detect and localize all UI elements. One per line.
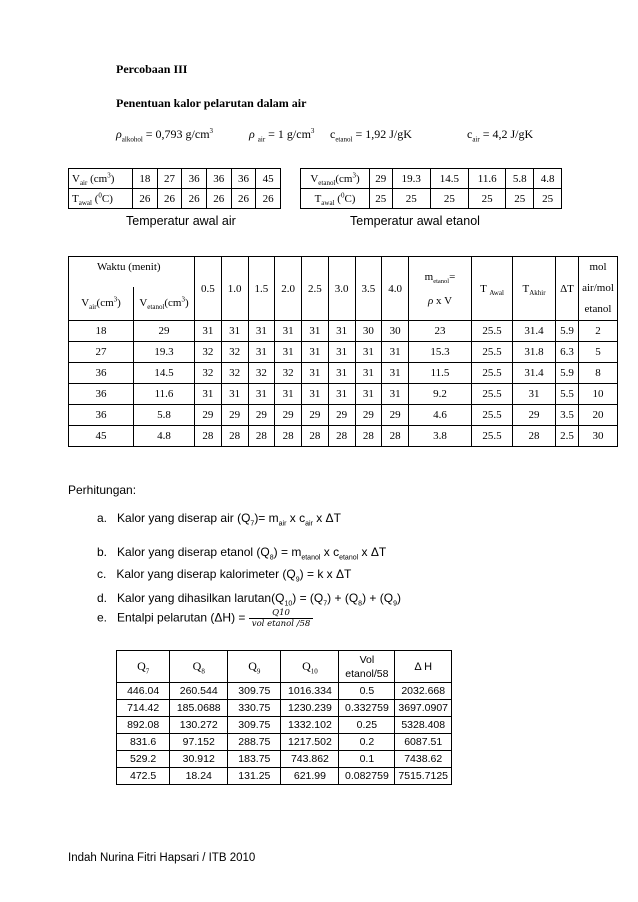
table-cell: 28 [302,426,329,447]
table-cell: 31 [328,321,355,342]
table-cell: 30.912 [170,751,228,768]
formula-a: a. Kalor yang diserap air $(Q_7)= m_{air}$ x $c_{air}$ x ΔT [97,511,341,528]
table-row [69,426,618,447]
table-cell: 25 [430,189,468,209]
table-cell: 45 [69,426,134,447]
table-cell: 23 [409,321,472,342]
table-cell: 19.3 [392,169,430,189]
table-cell: 31.8 [513,342,556,363]
table-cell: 4.8 [134,426,195,447]
table-cell: 31 [275,384,302,405]
table-cell: 5328.408 [395,717,452,734]
table-cell: 14.5 [430,169,468,189]
table-cell: 28 [195,426,222,447]
table-cell: 36 [69,363,134,384]
table-cell: 30 [579,426,618,447]
table-cell: 29 [382,405,409,426]
table-cell: 25 [534,189,562,209]
table-cell: 18.24 [170,768,228,785]
table-row [117,768,452,785]
table-row [117,717,452,734]
row-label-t-awal: $T_{awal}$ ($^0$C) [69,189,133,209]
table-cell: 31 [221,321,248,342]
table-cell: 330.75 [228,700,281,717]
main-data-table [68,256,618,447]
table-cell: 31 [248,342,275,363]
table-cell: 9.2 [409,384,472,405]
table-cell: 260.544 [170,683,228,700]
table-cell: 31 [382,384,409,405]
table-cell: 29 [328,405,355,426]
table-row [69,363,618,384]
calc-table [116,650,452,785]
header-vol [339,651,395,683]
page-title: Percobaan III [116,62,188,76]
table-cell: 29 [302,405,329,426]
header-vol-line: Vol [359,653,375,666]
constant-rho-alkohol: $\rho_{alkohol} = 0,793$ $g/cm^3$ [116,127,214,144]
table-cell: 31.4 [513,363,556,384]
table-cell: 31 [302,342,329,363]
table-cell: 26 [231,189,256,209]
table-cell: 5.8 [506,169,534,189]
table-cell: 28 [248,426,275,447]
constant-c-etanol: $c_{etanol} = 1,92$ J/gK [330,127,412,144]
table-cell: 31 [382,342,409,363]
header-v-air: $V_{air}(cm^3)$ [69,287,134,321]
row-label-v-etanol: $V_{etanol}(cm^3)$ [301,169,370,189]
header-mol [579,257,618,321]
table-cell: 25.5 [472,405,513,426]
perhitungan-label: Perhitungan: [68,483,137,497]
table-cell: 743.862 [281,751,339,768]
table-temperatur-air [68,168,281,209]
caption-air: Temperatur awal air [126,214,236,228]
table-cell: 31 [513,384,556,405]
header-waktu: Waktu (menit) [69,257,195,277]
table-cell: 28 [328,426,355,447]
table-cell: 31 [382,363,409,384]
row-label-v-air: $V_{air}$ $(cm^3)$ [69,169,133,189]
table-cell: 18 [69,321,134,342]
table-cell: 25 [370,189,393,209]
table-cell: 8 [579,363,618,384]
table-cell: 29 [370,169,393,189]
table-cell: 26 [206,189,231,209]
table-cell: 32 [248,363,275,384]
table-cell: 11.5 [409,363,472,384]
table-cell: 29 [275,405,302,426]
constant-rho-air: ρ $_{air}$ = 1 $g/cm^3$ [249,127,315,144]
table-cell: 11.6 [134,384,195,405]
table-cell: 28 [221,426,248,447]
table-cell: 36 [69,405,134,426]
header-m-etanol: $m_{etanol}=$ ρ x V [409,257,472,321]
header-q9: $Q_9$ [228,651,281,683]
table-cell: 18 [133,169,158,189]
table-cell: 1230.239 [281,700,339,717]
table-cell: 25 [392,189,430,209]
table-cell: 3.8 [409,426,472,447]
table-cell: 11.6 [468,169,505,189]
table-cell: 25 [506,189,534,209]
table-cell: 32 [221,363,248,384]
formula-e: e. Entalpi pelarutan (ΔH) = $\frac{Q10}{\text{vol etanol /58}}$ [97,608,313,629]
table-cell: 32 [195,363,222,384]
table-cell: 28 [275,426,302,447]
header-mol-line: etanol [584,303,612,315]
table-cell: 31 [195,384,222,405]
table-temperatur-etanol [300,168,562,209]
formula-d: d. Kalor yang dihasilkan $larutan(Q_{10}) = (Q_7) + (Q_8) + (Q_9)$ [97,591,401,608]
table-cell: 25.5 [472,426,513,447]
table-cell: 28 [513,426,556,447]
table-cell: 31 [328,384,355,405]
table-cell: 130.272 [170,717,228,734]
table-cell: 7438.62 [395,751,452,768]
header-vol-line: etanol/58 [345,667,389,680]
header-time: 4.0 [382,257,409,321]
table-cell: 5 [579,342,618,363]
table-cell: 25 [468,189,505,209]
table-cell: 5.9 [556,363,579,384]
table-cell: 29 [248,405,275,426]
table-cell: 31 [302,363,329,384]
table-cell: 29 [513,405,556,426]
table-cell: 28 [355,426,382,447]
table-cell: 3697.0907 [395,700,452,717]
footer-text: Indah Nurina Fitri Hapsari / ITB 2010 [68,852,256,864]
header-q7: $Q_7$ [117,651,170,683]
table-cell: 29 [134,321,195,342]
row-label-t-awal: $T_{awal}$ ($^0$C) [301,189,370,209]
table-cell: 30 [355,321,382,342]
table-cell: 6.3 [556,342,579,363]
header-time: 2.5 [302,257,329,321]
table-cell: 14.5 [134,363,195,384]
table-cell: 29 [355,405,382,426]
table-cell: 31 [355,363,382,384]
table-row [117,751,452,768]
table-cell: 30 [382,321,409,342]
table-cell: 0.1 [339,751,395,768]
table-cell: 0.2 [339,734,395,751]
table-cell: 26 [133,189,158,209]
table-cell: 26 [256,189,281,209]
header-time: 3.0 [328,257,355,321]
table-cell: 714.42 [117,700,170,717]
header-t-awal: T $_{Awal}$ [472,257,513,321]
table-cell: 31 [328,342,355,363]
table-cell: 0.082759 [339,768,395,785]
table-cell: 1217.502 [281,734,339,751]
table-cell: 25.5 [472,321,513,342]
table-cell: 45 [256,169,281,189]
table-cell: 309.75 [228,683,281,700]
table-cell: 27 [157,169,182,189]
table-cell: 446.04 [117,683,170,700]
table-cell: 6087.51 [395,734,452,751]
table-row [117,734,452,751]
header-time: 0.5 [195,257,222,321]
table-cell: 7515.7125 [395,768,452,785]
table-cell: 4.8 [534,169,562,189]
table-cell: 31 [195,321,222,342]
table-cell: 10 [579,384,618,405]
header-mol-line: mol [589,261,607,273]
header-time: 3.5 [355,257,382,321]
table-cell: 621.99 [281,768,339,785]
table-cell: 25.5 [472,384,513,405]
table-cell: 472.5 [117,768,170,785]
header-q10: $Q_{10}$ [281,651,339,683]
table-cell: 31 [355,342,382,363]
table-cell: 19.3 [134,342,195,363]
formula-c: c. Kalor yang diserap kalorimeter $(Q_9) = k$ x ΔT [97,567,352,584]
fraction: $\frac{Q10}{\text{vol etanol /58}}$ [249,608,314,629]
table-row [69,384,618,405]
header-delta-h: Δ H [395,651,452,683]
table-cell: 31 [328,363,355,384]
header-v-etanol: $V_{etanol}(cm^3)$ [134,287,195,321]
table-cell: 31 [355,384,382,405]
header-time: 1.5 [248,257,275,321]
header-time: 2.0 [275,257,302,321]
header-mol-line: air/mol [582,282,614,294]
table-cell: 31 [302,384,329,405]
table-cell: 2 [579,321,618,342]
table-cell: 25.5 [472,363,513,384]
table-cell: 26 [157,189,182,209]
table-cell: 131.25 [228,768,281,785]
table-cell: 4.6 [409,405,472,426]
table-cell: 29 [195,405,222,426]
table-cell: 831.6 [117,734,170,751]
table-cell: 25.5 [472,342,513,363]
table-cell: 3.5 [556,405,579,426]
table-cell: 31 [302,321,329,342]
table-cell: 97.152 [170,734,228,751]
table-cell: 0.5 [339,683,395,700]
table-cell: 31.4 [513,321,556,342]
table-row [117,683,452,700]
table-cell: 529.2 [117,751,170,768]
table-cell: 0.25 [339,717,395,734]
table-cell: 2.5 [556,426,579,447]
table-cell: 32 [195,342,222,363]
table-cell: 288.75 [228,734,281,751]
table-cell: 2032.668 [395,683,452,700]
header-q8: $Q_8$ [170,651,228,683]
table-cell: 1332.102 [281,717,339,734]
table-cell: 31 [275,342,302,363]
table-cell: 29 [221,405,248,426]
table-row [117,700,452,717]
table-cell: 185.0688 [170,700,228,717]
table-cell: 5.5 [556,384,579,405]
table-cell: 309.75 [228,717,281,734]
header-t-akhir: $T_{Akhir}$ [513,257,556,321]
table-row [69,405,618,426]
table-cell: 36 [231,169,256,189]
caption-etanol: Temperatur awal etanol [350,214,480,228]
table-cell: 32 [275,363,302,384]
table-cell: 5.8 [134,405,195,426]
table-cell: 26 [182,189,207,209]
table-cell: 36 [182,169,207,189]
table-cell: 32 [221,342,248,363]
table-cell: 27 [69,342,134,363]
table-cell: 5.9 [556,321,579,342]
table-cell: 15.3 [409,342,472,363]
table-cell: 36 [206,169,231,189]
table-cell: 31 [275,321,302,342]
table-cell: 1016.334 [281,683,339,700]
table-cell: 183.75 [228,751,281,768]
header-time: 1.0 [221,257,248,321]
table-cell: 31 [248,321,275,342]
table-row [69,342,618,363]
table-cell: 36 [69,384,134,405]
table-cell: 0.332759 [339,700,395,717]
table-row [69,321,618,342]
header-delta-t: ΔT [556,257,579,321]
table-cell: 20 [579,405,618,426]
formula-b: b. Kalor yang diserap etanol $(Q_8) = m_{etanol}$ x $c_{etanol}$ x ΔT [97,545,387,562]
table-cell: 31 [248,384,275,405]
page-subtitle: Penentuan kalor pelarutan dalam air [116,96,307,110]
table-cell: 31 [221,384,248,405]
table-cell: 892.08 [117,717,170,734]
table-cell: 28 [382,426,409,447]
constant-c-air: $c_{air} = 4,2$ J/gK [467,127,534,144]
